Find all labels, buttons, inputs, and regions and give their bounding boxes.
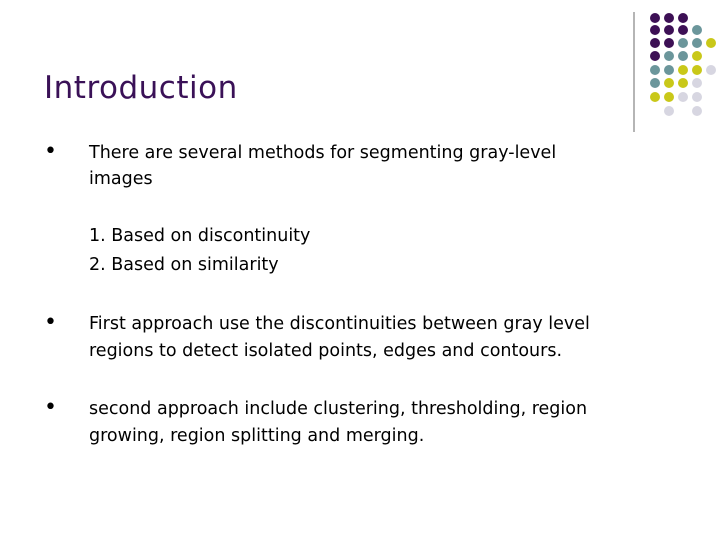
decorative-dot [692,25,702,35]
bullet-text-line: First approach use the discontinuities between gray level [89,314,590,334]
decorative-dot [692,92,702,102]
decorative-dot [650,65,660,75]
decorative-dot [692,78,702,88]
bullet-icon: • [44,310,57,335]
decorative-dot [678,65,688,75]
decorative-dot [678,51,688,61]
bullet-text-line: growing, region splitting and merging. [89,426,425,446]
bullet-icon: • [44,139,57,164]
decorative-dot [664,92,674,102]
decorative-dot [706,65,716,75]
decorative-dot [678,92,688,102]
decorative-dot [664,13,674,23]
decorative-dot [706,38,716,48]
decorative-dot [664,78,674,88]
decorative-dot [650,25,660,35]
decorative-dot [650,78,660,88]
decorative-dot [692,38,702,48]
decorative-dot [692,65,702,75]
bullet-icon: • [44,395,57,420]
decorative-dot [692,51,702,61]
bullet-text-line: images [89,169,153,189]
slide-title: Introduction [44,70,238,106]
decorative-dot [664,106,674,116]
bullet-text-line: There are several methods for segmenting gray-level [89,143,557,163]
decorative-dot [678,25,688,35]
decorative-dot [650,13,660,23]
bullet-text-line: second approach include clustering, thresholding, region [89,399,588,419]
decorative-dot [664,25,674,35]
sub-item: 1. Based on discontinuity [89,226,311,246]
decorative-dot [664,38,674,48]
decorative-dot [678,38,688,48]
decorative-dot [650,51,660,61]
decorative-dot [650,92,660,102]
decorative-dot [650,38,660,48]
decorative-dot [664,65,674,75]
decorative-dot [664,51,674,61]
decorative-dot [678,13,688,23]
decorative-dot [692,106,702,116]
decorative-dot [678,78,688,88]
sub-item: 2. Based on similarity [89,255,279,275]
decorative-dot-grid [0,0,728,140]
bullet-text-line: regions to detect isolated points, edges and contours. [89,341,563,361]
